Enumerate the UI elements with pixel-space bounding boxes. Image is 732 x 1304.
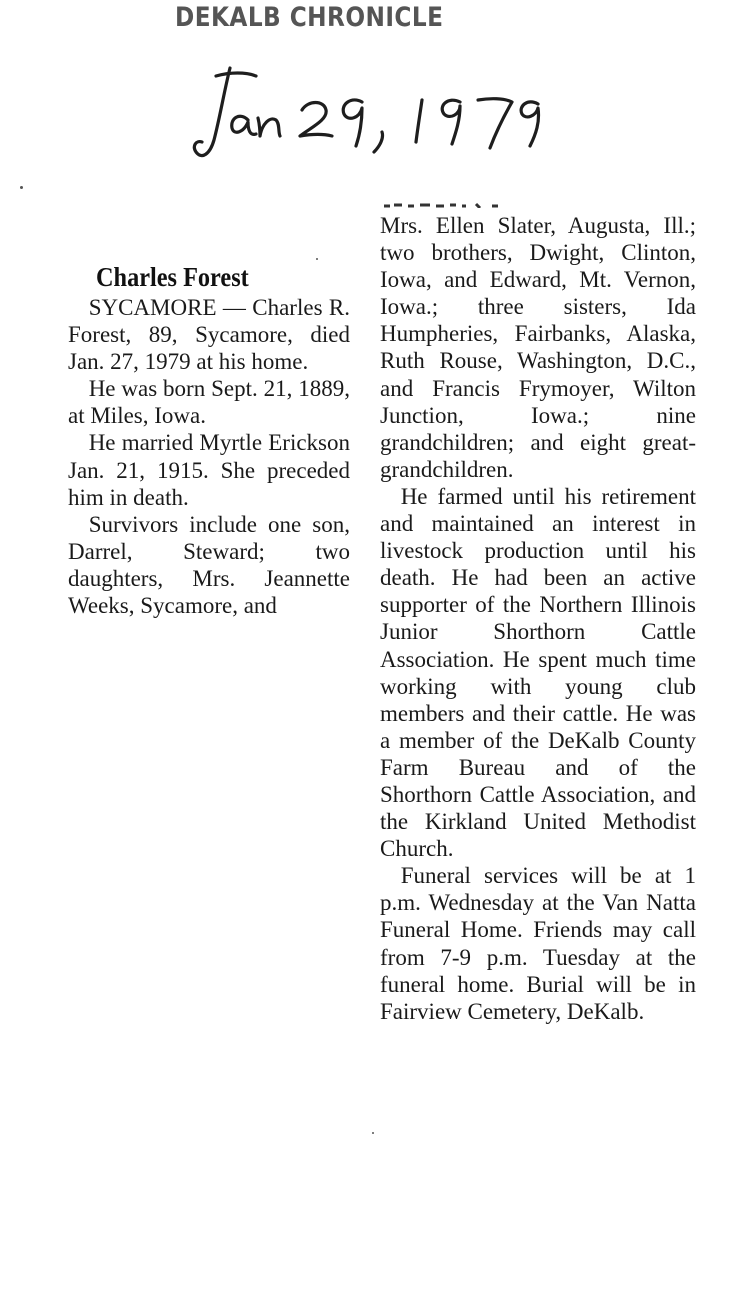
handwritten-date-signature <box>190 62 560 172</box>
article-headline: Charles Forest <box>96 262 249 292</box>
article-paragraph-survivors-cont: Mrs. Ellen Slater, Augusta, Ill.; two brothers, Dwight, Clinton, Iowa, and Edward, Mt. Vernon, Iowa.; three sisters, Ida Humpheries, Fairbanks, Alaska, Ruth Rouse, Washington, D.C., and Francis Frymoyer, Wilton Junction, Iowa.; nine grandchildren; and eight great-grandchildren. <box>380 213 696 482</box>
article-right-column <box>380 212 696 1252</box>
paper-speck <box>372 1132 374 1134</box>
article-paragraph-birth: He was born Sept. 21, 1889, at Miles, Iowa. <box>68 376 350 429</box>
handwritten-date <box>190 62 560 172</box>
article-paragraph-funeral: Funeral services will be at 1 p.m. Wednesday at the Van Natta Funeral Home. Friends may call from 7-9 p.m. Tuesday at the funeral home. Burial will be in Fairview Cemetery, DeKalb. <box>380 863 696 1024</box>
paper-speck <box>316 258 318 260</box>
article-paragraph-career: He farmed until his retirement and maintained an interest in livestock production until his death. He had been an active supporter of the Northern Illinois Junior Shorthorn Cattle Association. He spent much time working with young club members and their cattle. He was a member of the DeKalb County Farm Bureau and of the Shorthorn Cattle Association, and the Kirkland United Methodist Church. <box>380 483 696 862</box>
clipping-cut-edge <box>380 196 520 208</box>
article-left-column <box>68 294 350 652</box>
article-paragraph-marriage: He married Myrtle Erickson Jan. 21, 1915. She preceded him in death. <box>68 430 350 510</box>
article-paragraph-survivors: Survivors include one son, Darrel, Steward; two daughters, Mrs. Jeannette Weeks, Sycamore, and <box>68 511 350 619</box>
publication-stamp: DEKALB CHRONICLE <box>175 2 444 33</box>
paper-speck <box>20 186 23 189</box>
article-paragraph-dateline: SYCAMORE — Charles R. Forest, 89, Sycamore, died Jan. 27, 1979 at his home. <box>68 295 350 375</box>
